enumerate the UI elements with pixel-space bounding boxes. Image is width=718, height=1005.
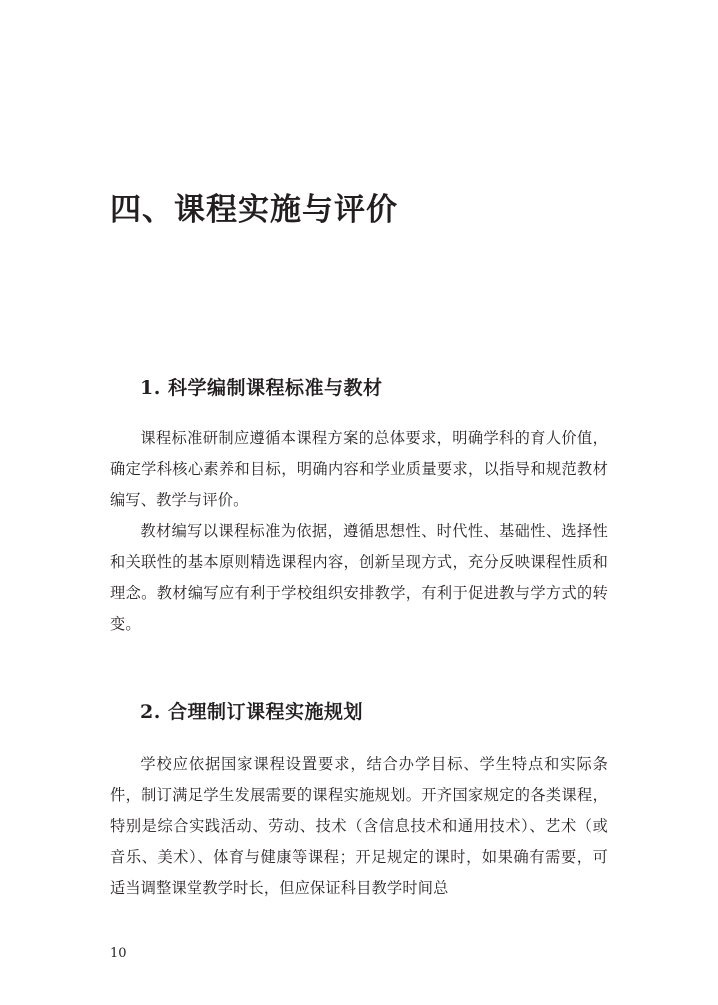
page-number: 10 [110,946,127,961]
page-title: 四、课程实施与评价 [110,192,398,228]
section-2 [110,640,608,904]
section-1-heading: 1. 科学编制课程标准与教材 [140,377,383,400]
section-2-body [110,749,608,904]
section-1-paragraph-2: 教材编写以课程标准为依据，遵循思想性、时代性、基础性、选择性和关联性的基本原则精选课程内容，创新呈现方式，充分反映课程性质和理念。教材编写应有利于学校组织安排教学，有利于促进教与学方式的转变。 [110,521,608,633]
section-1-paragraph-1: 课程标准研制应遵循本课程方案的总体要求，明确学科的育人价值，确定学科核心素养和目标，明确内容和学业质量要求，以指导和规范教材编写、教学与评价。 [110,428,608,509]
section-2-paragraph-1: 学校应依据国家课程设置要求，结合办学目标、学生特点和实际条件，制订满足学生发展需要的课程实施规划。开齐国家规定的各类课程，特别是综合实践活动、劳动、技术（含信息技术和通用技术）、艺术（或音乐、美术）、体育与健康等课程；开足规定的课时，如果确有需要，可适当调整课堂教学时长，但应保证科目教学时间总 [110,754,608,897]
section-2-heading: 2. 合理制订课程实施规划 [140,700,363,723]
section-1 [110,229,608,640]
